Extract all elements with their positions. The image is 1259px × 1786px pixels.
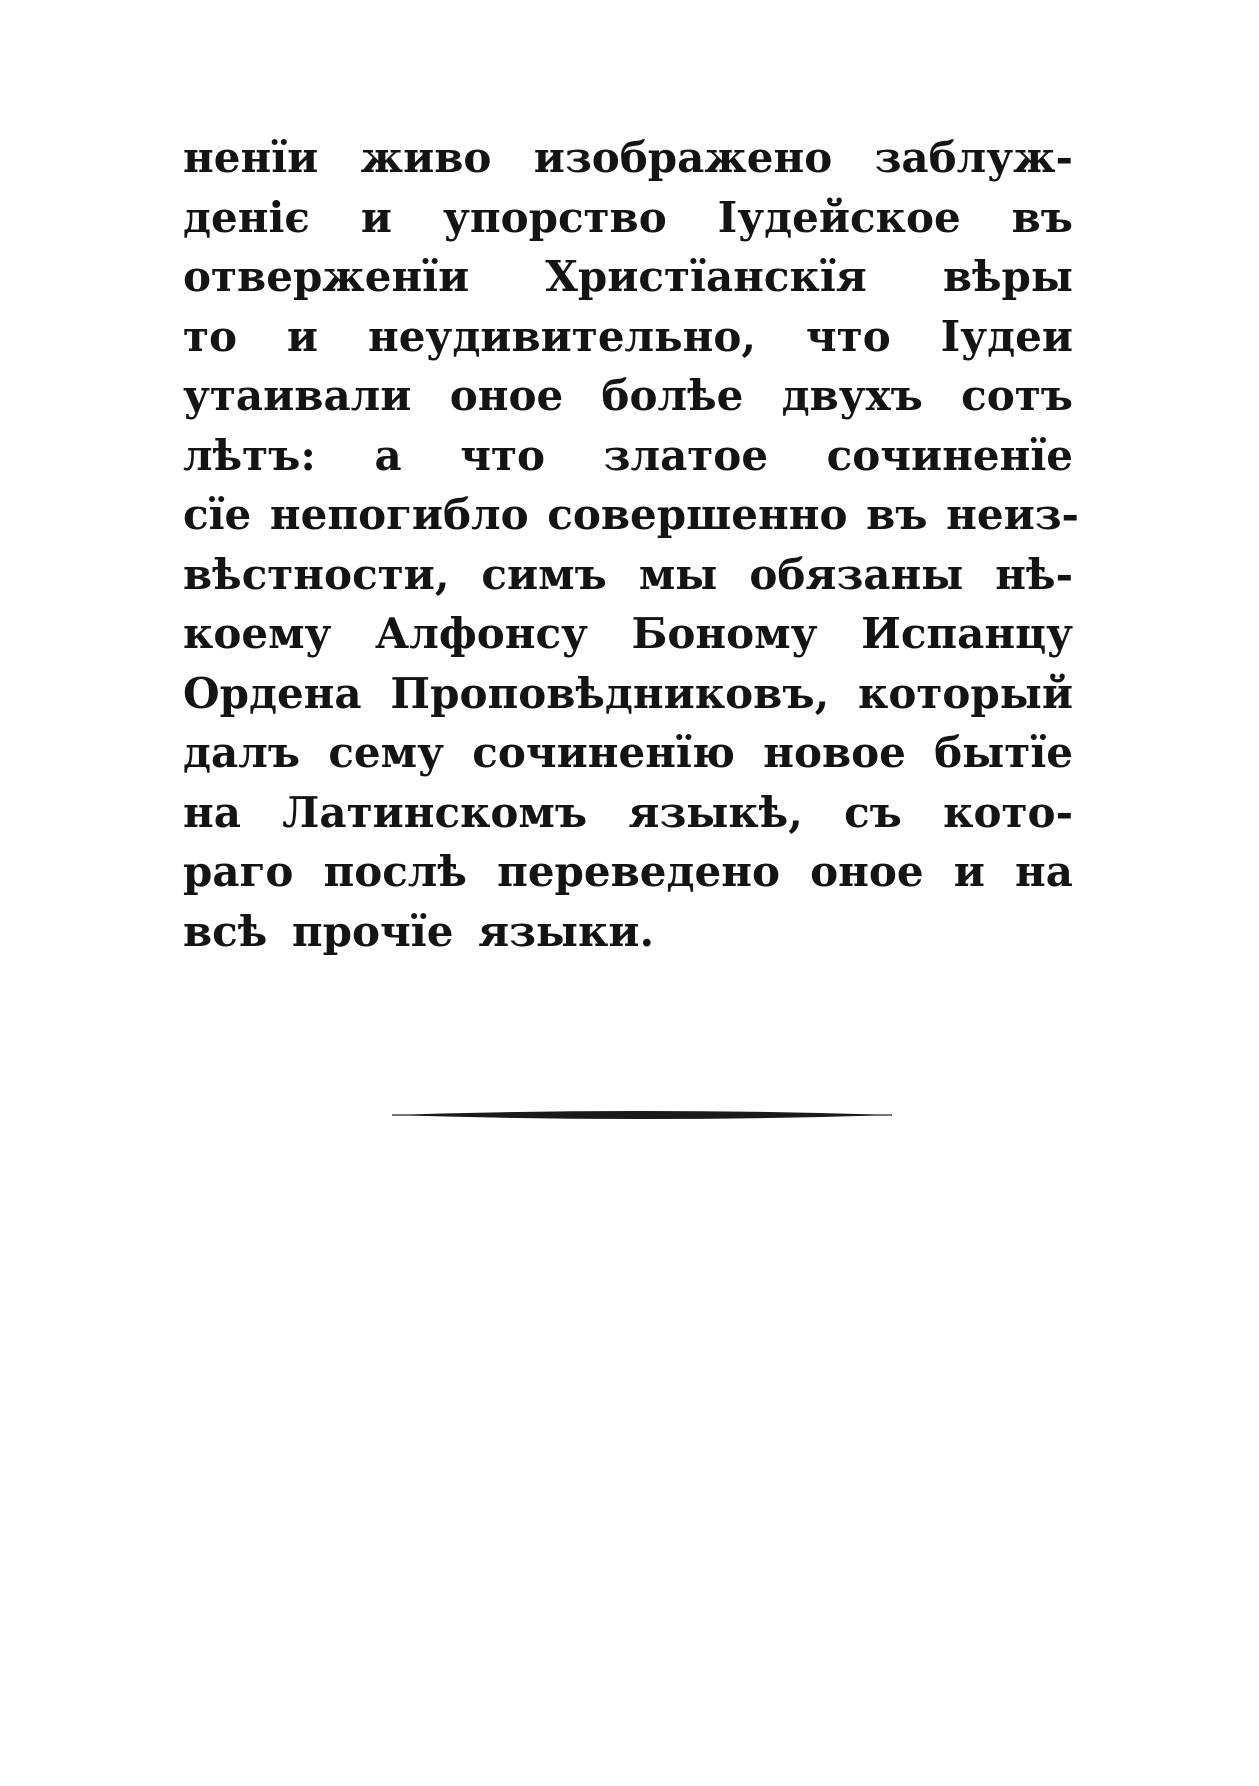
text-line: вѣстности, симъ мы обязаны нѣ- xyxy=(183,549,1073,599)
text-line: на Латинскомъ языкѣ, съ кото- xyxy=(183,787,1073,837)
text-line: Ордена Проповѣдниковъ, который xyxy=(183,668,1073,718)
text-line: утаивали оное болѣе двухъ сотъ xyxy=(183,371,1073,420)
text-line-last: всѣ прочїе языки. xyxy=(183,906,655,956)
page-body-text xyxy=(183,128,1079,961)
text-line: ненїи живо изображено заблуж- xyxy=(183,133,1073,182)
text-line: далъ сему сочиненїю новое бытїе xyxy=(183,728,1073,777)
text-line: то и неудивительно, что Іудеи xyxy=(183,311,1073,361)
text-line: лѣтъ: а что златое сочиненїе xyxy=(183,430,1073,480)
ornamental-rule xyxy=(392,1105,892,1125)
text-line: деніє и упорство Іудейское въ xyxy=(183,192,1073,242)
text-line: отверженїи Христїанскїя вѣры xyxy=(183,252,1073,301)
text-line: коему Алфонсу Боному Испанцу xyxy=(183,609,1073,658)
text-line: раго послѣ переведено оное и на xyxy=(183,847,1073,896)
text-line: сїе непогибло совершенно въ неиз- xyxy=(183,490,1079,539)
